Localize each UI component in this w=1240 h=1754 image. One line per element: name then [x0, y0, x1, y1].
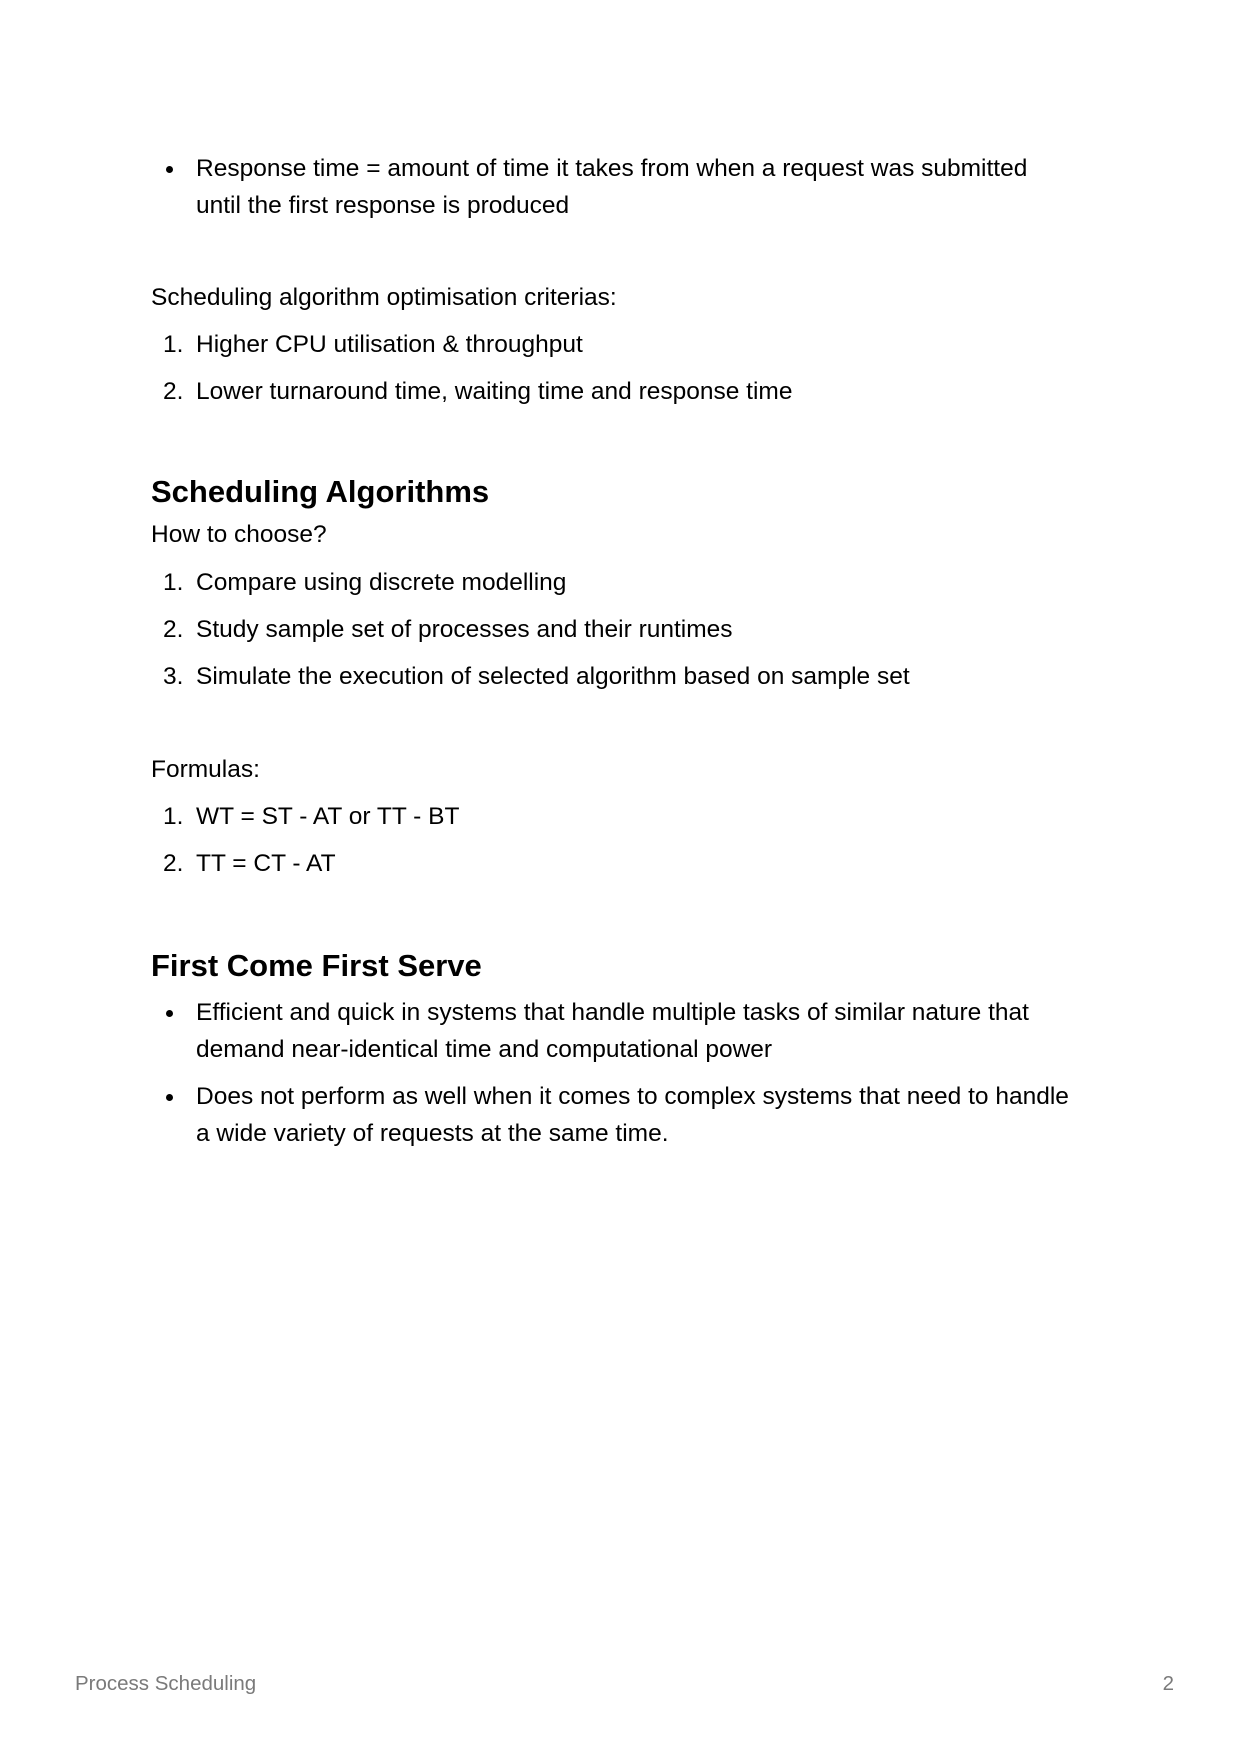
list-item-text: Higher CPU utilisation & throughput: [196, 331, 583, 358]
list-number: 3.: [163, 663, 184, 690]
list-number: 1.: [163, 331, 184, 358]
list-item-line: Does not perform as well when it comes to complex systems that need to handle: [196, 1083, 1069, 1110]
section-heading-fcfs: First Come First Serve: [151, 948, 482, 983]
list-item: [151, 1078, 1101, 1152]
footer-document-title: Process Scheduling: [75, 1672, 257, 1695]
formulas-intro: Formulas:: [151, 756, 260, 783]
list-item-text: WT = ST - AT or TT - BT: [196, 803, 460, 830]
list-number: 1.: [163, 569, 184, 596]
formulas-list: [151, 798, 1101, 882]
criteria-intro: Scheduling algorithm optimisation criterias:: [151, 284, 617, 311]
fcfs-list: [151, 994, 1101, 1152]
scheduling-list: [151, 564, 1101, 695]
section-heading-scheduling: Scheduling Algorithms: [151, 474, 490, 509]
list-item: [151, 658, 1101, 695]
list-item-line: Efficient and quick in systems that handle multiple tasks of similar nature that: [196, 999, 1029, 1026]
list-item: [151, 798, 1101, 835]
list-item: [151, 326, 1101, 363]
list-item-text: Simulate the execution of selected algorithm based on sample set: [196, 663, 910, 690]
page-content: [151, 150, 1101, 1152]
footer-page-number: 2: [1162, 1672, 1174, 1695]
list-item: [151, 611, 1101, 648]
list-number: 2.: [163, 378, 184, 405]
list-item-text: Compare using discrete modelling: [196, 569, 567, 596]
response-time-list: [151, 150, 1101, 224]
list-item-text: Lower turnaround time, waiting time and response time: [196, 378, 793, 405]
list-item: [151, 373, 1101, 410]
list-item-text: TT = CT - AT: [196, 850, 336, 877]
list-item-line: demand near-identical time and computational power: [196, 1036, 773, 1063]
list-item: [151, 150, 1101, 224]
list-item-line: Response time = amount of time it takes from when a request was submitted: [196, 155, 1028, 182]
list-item: [151, 994, 1101, 1068]
list-item-line: until the first response is produced: [196, 192, 570, 219]
list-item-line: a wide variety of requests at the same time.: [196, 1120, 669, 1147]
list-item-text: Study sample set of processes and their runtimes: [196, 616, 733, 643]
criteria-list: [151, 326, 1101, 410]
list-item: [151, 845, 1101, 882]
list-number: 2.: [163, 850, 184, 877]
scheduling-intro: How to choose?: [151, 521, 327, 548]
list-item: [151, 564, 1101, 601]
list-number: 1.: [163, 803, 184, 830]
list-number: 2.: [163, 616, 184, 643]
